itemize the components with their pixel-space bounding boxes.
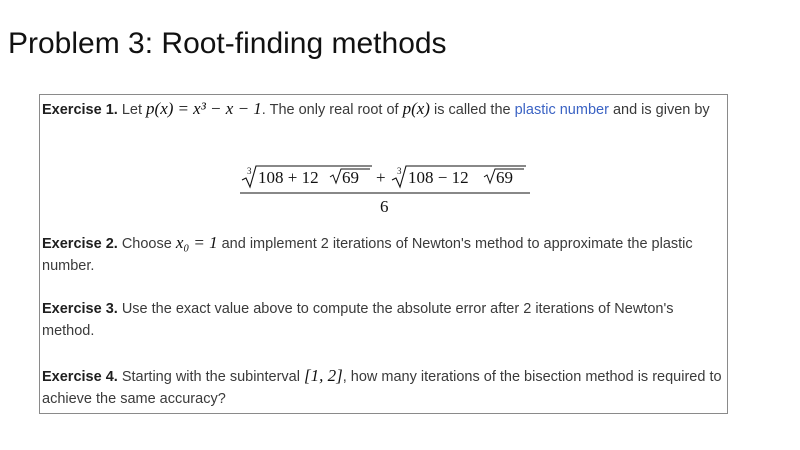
exercise-4-text-b: , how many iterations of the bisection method is required to achieve the same accuracy? <box>42 369 722 407</box>
plastic-number-formula <box>40 165 727 222</box>
exercise-1-text-c: is called the <box>434 102 511 118</box>
exercise-1 <box>42 98 723 121</box>
math-p-of-x-2: p(x) <box>402 99 430 118</box>
exercise-4 <box>42 365 723 410</box>
formula-plus: + <box>375 168 386 187</box>
formula-denominator: 6 <box>379 197 388 216</box>
exercise-1-label: Exercise 1. <box>42 102 118 118</box>
math-x0: x₀ <box>175 233 190 252</box>
exercise-3-text: Use the exact value above to compute the absolute error after 2 iterations of Newton's method. <box>42 301 674 339</box>
radical-index-2: 3 <box>396 166 401 176</box>
radicand-term-2: 108 − 12 <box>407 168 469 187</box>
formula-graphic <box>234 165 534 217</box>
exercise-4-label: Exercise 4. <box>42 369 118 385</box>
exercise-1-text-d: and is given by <box>612 102 710 118</box>
sqrt-radicand-2: 69 <box>495 168 513 187</box>
exercise-4-text-a: Starting with the subinterval <box>121 369 300 385</box>
exercise-3-label: Exercise 3. <box>42 301 118 317</box>
exercise-2-label: Exercise 2. <box>42 236 118 252</box>
math-x0-value: = 1 <box>193 233 218 252</box>
radicand-term-1: 108 + 12 <box>257 168 319 187</box>
plastic-number-link[interactable]: plastic number <box>514 102 609 118</box>
exercise-1-text-a: Let <box>121 102 142 118</box>
exercise-1-text-b: . The only real root of <box>261 102 399 118</box>
math-polynomial: = x³ − x − 1 <box>177 99 262 118</box>
exercise-3 <box>42 298 723 342</box>
radical-index-1: 3 <box>246 166 251 176</box>
math-interval: [1, 2] <box>303 366 343 385</box>
exercise-2-text-b: and implement 2 iterations of Newton's method to approximate the plastic number. <box>42 236 693 274</box>
math-p-of-x: p(x) <box>146 99 174 118</box>
page-title: Problem 3: Root-finding methods <box>8 27 447 60</box>
exercise-2 <box>42 232 723 277</box>
exercise-2-text-a: Choose <box>121 236 172 252</box>
sqrt-radicand-1: 69 <box>341 168 359 187</box>
exercise-panel <box>39 94 728 414</box>
